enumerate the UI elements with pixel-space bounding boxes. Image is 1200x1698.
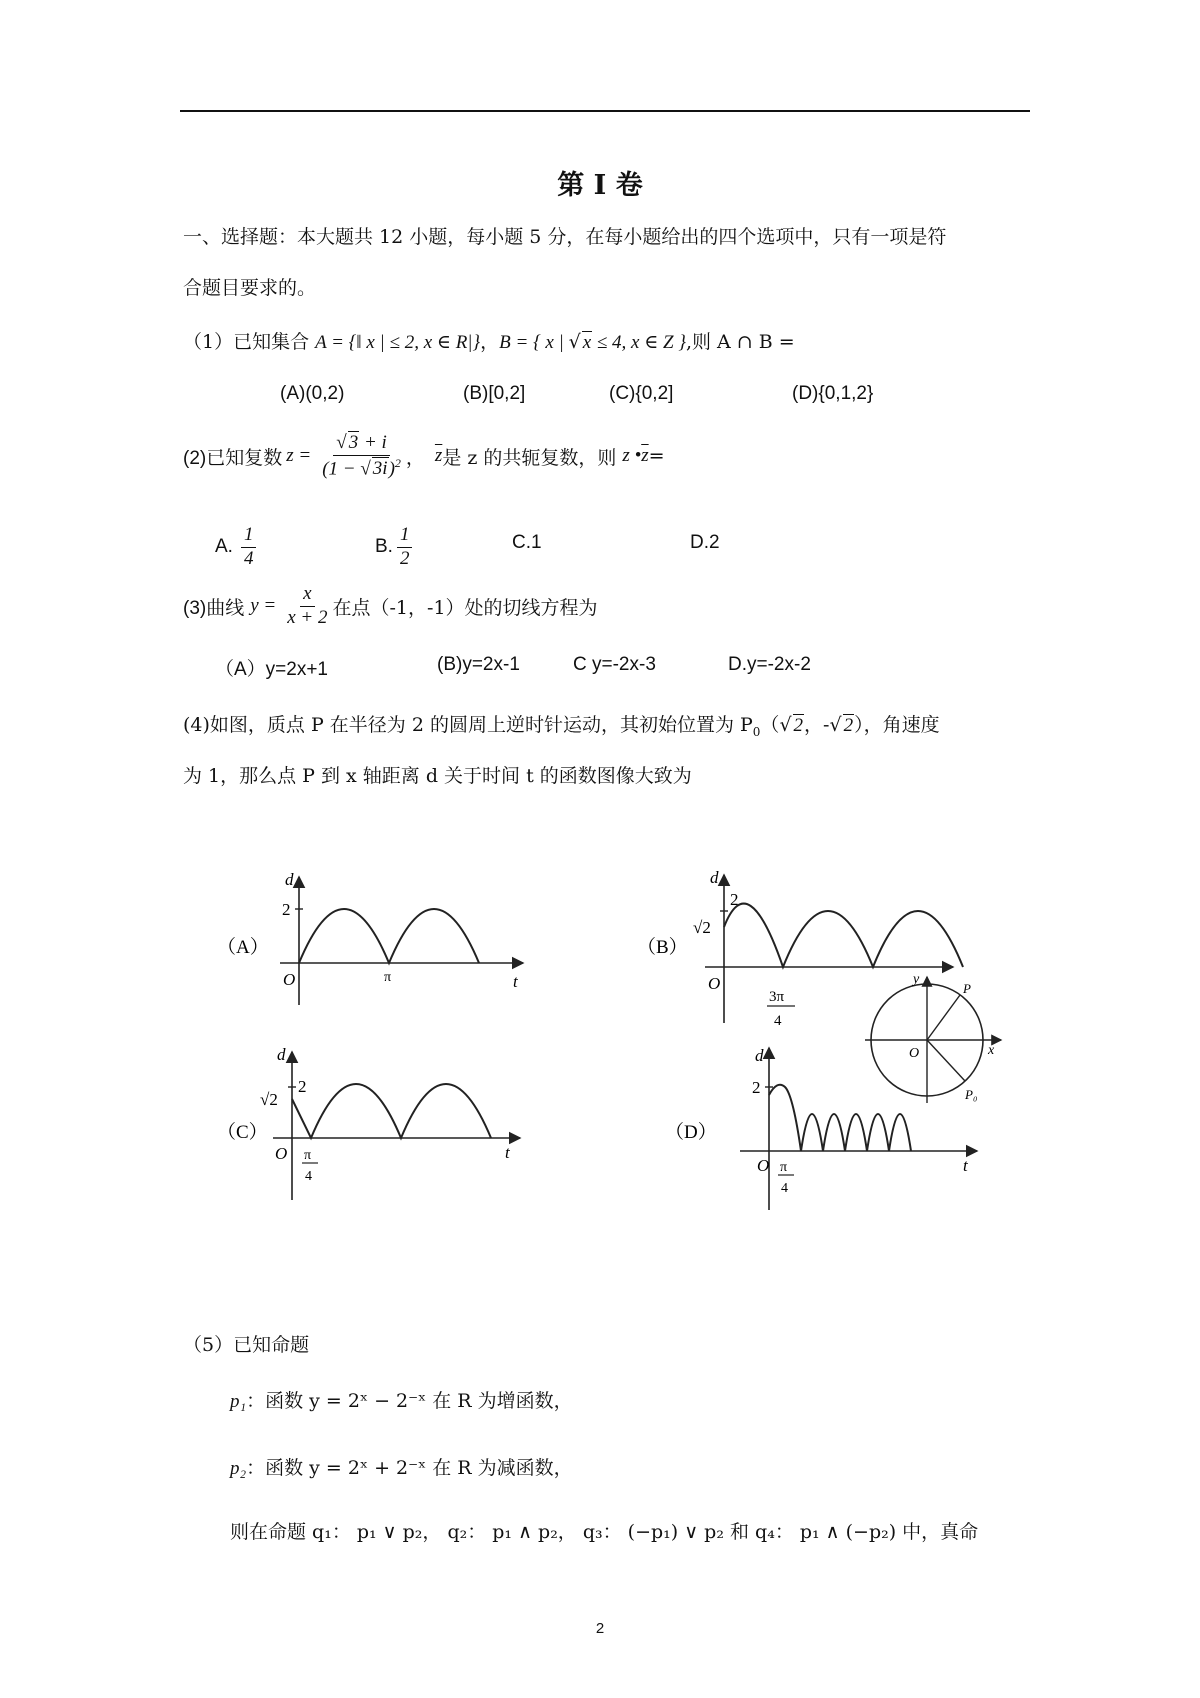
graph-d-pi-label: π xyxy=(780,1160,788,1175)
graph-d-origin: O xyxy=(757,1156,770,1175)
q5-p1-name: p₁ xyxy=(230,1391,247,1412)
graph-d-d-label: d xyxy=(755,1046,764,1065)
q1-option-b: (B)[0,2] xyxy=(463,383,526,404)
q5-p2-name: p₂ xyxy=(230,1458,247,1479)
graph-a-d-label: d xyxy=(285,870,294,889)
graph-a-label: （A） xyxy=(217,937,269,958)
q2-option-b: B. $\frac{1}{2}$ xyxy=(375,524,414,571)
graph-a-two-label: 2 xyxy=(282,900,291,919)
graph-a-t-label: t xyxy=(513,972,518,991)
q3-option-a: （A）y=2x+1 xyxy=(215,659,328,680)
q4-line2: 为 1，那么点 P 到 x 轴距离 d 关于时间 t 的函数图像大致为 xyxy=(183,765,692,787)
circle-diagram-y-label: y xyxy=(913,972,920,987)
q1-option-d: (D){0,1,2} xyxy=(792,383,874,404)
graph-b-root2-label: √2 xyxy=(693,918,711,937)
graph-c-label: （C） xyxy=(217,1122,268,1143)
q1-set-a: A = {‖ x | ≤ 2, x ∈ R|} xyxy=(315,332,481,353)
q2-denominator: (1 − √ 3i)$^2$ xyxy=(322,455,401,480)
circle-diagram-op0 xyxy=(927,1040,965,1081)
header-rule xyxy=(180,110,1030,112)
graph-a-curve xyxy=(299,909,479,963)
q2-label: (2)已知复数 xyxy=(183,447,283,469)
graph-b-two-label: 2 xyxy=(730,890,739,909)
graph-d xyxy=(665,1046,977,1210)
q5-p1-text: ：函数 y = 2ˣ − 2⁻ˣ 在 R 为增函数， xyxy=(246,1390,573,1412)
q5-last-line: 则在命题 q₁： p₁ ∨ p₂， q₂： p₁ ∧ p₂， q₃： (−p₁) ∨ p₂ 和 q₄： p₁ ∧ (−p₂) 中，真命 xyxy=(230,1521,979,1543)
q1-sep: ， xyxy=(480,331,500,353)
q5-p2-text: ：函数 y = 2ˣ + 2⁻ˣ 在 R 为减函数， xyxy=(246,1457,573,1479)
graph-c-pi-label: π xyxy=(304,1148,312,1163)
circle-diagram-origin: O xyxy=(909,1046,920,1061)
q1-set-b-pre: B = { x | xyxy=(499,332,569,353)
graph-b-4-label: 4 xyxy=(774,1013,782,1029)
q2-option-a: A. $\frac{1}{4}$ xyxy=(215,524,258,571)
q1-option-a: (A)(0,2) xyxy=(280,383,345,404)
graph-d-t-label: t xyxy=(963,1156,968,1175)
q2-z-eq: z = xyxy=(286,445,312,467)
graph-a-pi-label: π xyxy=(384,970,392,985)
q3-option-c: C y=-2x-3 xyxy=(573,654,656,675)
graph-b-curve xyxy=(724,904,963,967)
graph-a xyxy=(217,870,523,1005)
circle-diagram xyxy=(865,972,1001,1103)
q1-tail: ,则 A ∩ B = xyxy=(685,331,795,353)
graph-d-4-label: 4 xyxy=(781,1181,788,1196)
q3-option-d: D.y=-2x-2 xyxy=(728,654,811,675)
circle-diagram-op xyxy=(927,995,960,1040)
section-intro-line1: 一、选择题：本大题共 12 小题，每小题 5 分，在每小题给出的四个选项中，只有一项是符 xyxy=(183,226,947,248)
circle-diagram-p0-label: P₀ xyxy=(965,1087,978,1102)
graph-b-origin: O xyxy=(708,974,721,993)
q2-numerator: √ 3 + i xyxy=(333,432,390,456)
graph-d-label: （D） xyxy=(665,1122,717,1143)
graph-d-curve xyxy=(769,1085,911,1151)
graph-b xyxy=(637,868,963,1029)
graph-c-4-label: 4 xyxy=(305,1169,312,1184)
q5-p1 xyxy=(230,1386,573,1413)
question-2 xyxy=(183,432,665,481)
q3-option-b: (B)y=2x-1 xyxy=(437,654,520,675)
page-title: 第 I 卷 xyxy=(557,170,643,201)
graph-a-origin: O xyxy=(283,970,296,989)
q2-option-c: C.1 xyxy=(512,532,542,553)
q4-line1: (4)如图，质点 P 在半径为 2 的圆周上逆时针运动，其初始位置为 $P_0(√$ 2，-√ 2），角速度 xyxy=(183,714,940,739)
question-5-label: （5）已知命题 xyxy=(183,1334,310,1356)
circle-diagram-p-label: P xyxy=(963,981,971,996)
page-number: 2 xyxy=(595,1620,605,1637)
graph-c-d-label: d xyxy=(277,1045,286,1064)
q1-set-b-sqrt: x xyxy=(582,332,592,353)
graph-c-two-label: 2 xyxy=(298,1077,307,1096)
q3-y-eq: y = xyxy=(250,595,277,617)
graph-d-two-label: 2 xyxy=(752,1078,761,1097)
q3-tail: 在点（-1，-1）处的切线方程为 xyxy=(332,596,598,619)
circle-diagram-x-label: x xyxy=(988,1043,995,1058)
graph-c-curve xyxy=(292,1084,491,1138)
graph-c-origin: O xyxy=(275,1144,288,1163)
q1-set-b-post: ≤ 4, x ∈ Z } xyxy=(592,332,686,353)
q2-product-bar: $\overline{z}$ xyxy=(641,445,649,467)
graph-c-root2-label: √2 xyxy=(260,1090,278,1109)
graph-b-3pi-label: 3π xyxy=(769,989,785,1005)
q2-fraction xyxy=(319,432,404,481)
q3-fraction: $\frac{x}{x + 2}$ xyxy=(287,583,328,628)
q2-zbar: $\overline{z}$ xyxy=(434,445,443,467)
question-1: （1）已知集合 A = {‖ x | ≤ 2, x ∈ R|}，B = { x | √ x ≤ 4, x ∈ Z },则 A ∩ B = xyxy=(183,331,795,353)
q2-option-d: D.2 xyxy=(690,532,720,553)
graph-c xyxy=(217,1045,520,1200)
graph-c-t-label: t xyxy=(505,1143,510,1162)
q3-label: (3)曲线 xyxy=(183,597,245,619)
q2-product: z • xyxy=(622,445,642,467)
q2-eq: = xyxy=(648,445,665,468)
graph-b-d-label: d xyxy=(710,868,719,887)
graph-b-label: （B） xyxy=(637,937,688,958)
q4-figure xyxy=(205,855,1105,1225)
question-3 xyxy=(183,583,598,630)
q1-option-c: (C){0,2] xyxy=(609,383,674,404)
q1-label: （1）已知集合 xyxy=(183,331,310,353)
q5-p2 xyxy=(230,1453,573,1480)
q2-comma: ， xyxy=(405,446,425,469)
q2-mid: 是 z 的共轭复数，则 xyxy=(442,446,617,469)
section-intro-line2: 合题目要求的。 xyxy=(183,277,317,299)
